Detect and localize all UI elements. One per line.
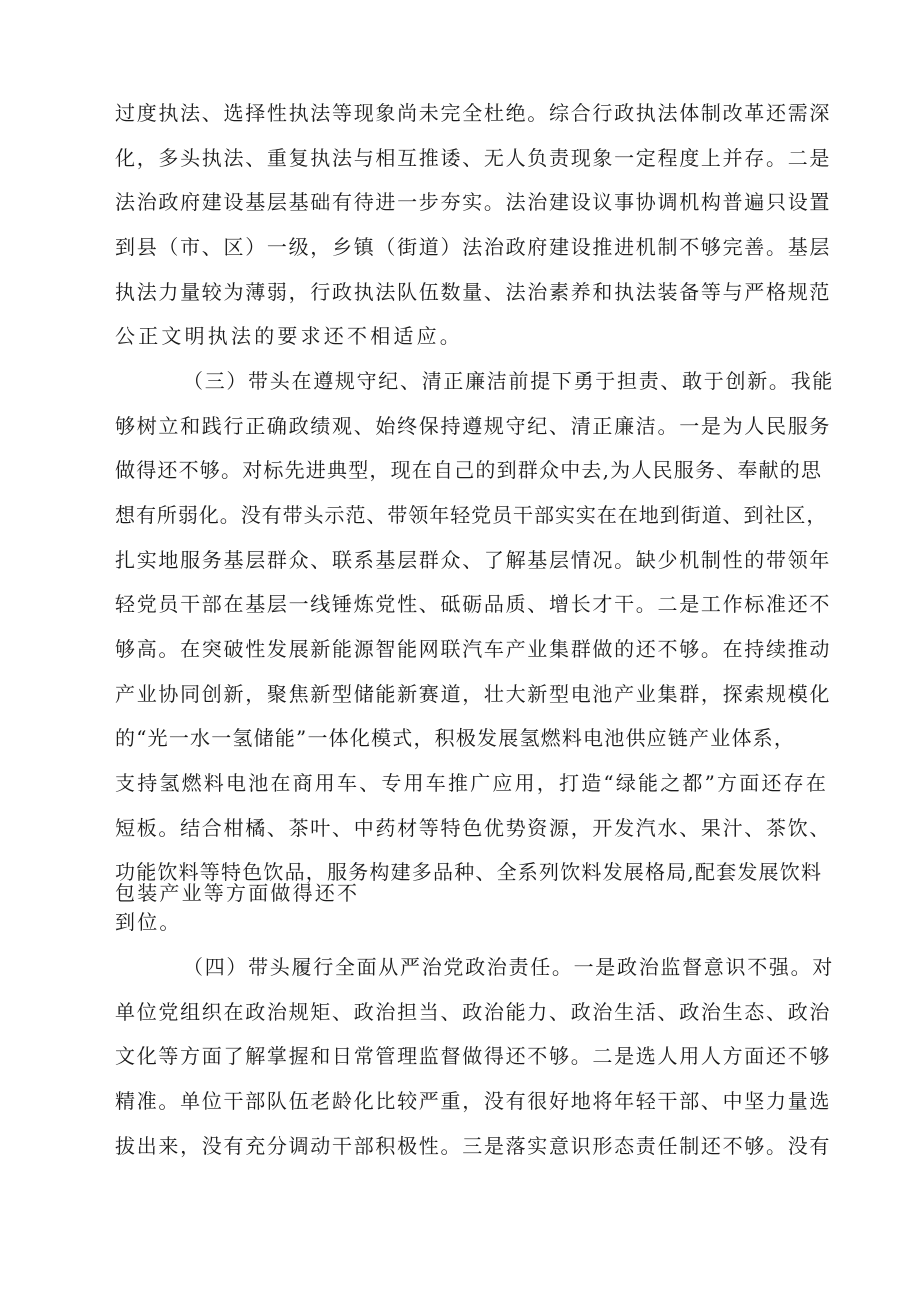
text-line: 法治政府建设基层基础有待进一步夯实。法治建设议事协调机构普遍只设置: [115, 190, 832, 214]
text-line: 到位。: [115, 910, 182, 934]
text-line: 够树立和践行正确政绩观、始终保持遵规守纪、清正廉洁。一是为人民服务: [115, 414, 832, 438]
text-line: 做得还不够。对标先进典型，现在自己的到群众中去,为人民服务、奉献的思: [115, 458, 823, 482]
text-line: 功能饮料等特色饮品，服务构建多品种、全系列饮料发展格局,配套发展饮料: [115, 860, 823, 884]
text-line: 文化等方面了解掌握和日常管理监督做得还不够。二是选人用人方面还不够: [115, 1044, 832, 1068]
text-line: 轻党员干部在基层一线锤炼党性、砥砺品质、增长才干。二是工作标准还不: [115, 592, 832, 616]
text-line: 扎实地服务基层群众、联系基层群众、了解基层情况。缺少机制性的带领年: [115, 548, 832, 572]
text-line: 精准。单位干部队伍老龄化比较严重，没有很好地将年轻干部、中坚力量选: [115, 1089, 832, 1113]
text-line: 过度执法、选择性执法等现象尚未完全杜绝。综合行政执法体制改革还需深: [115, 101, 832, 125]
text-line: 短板。结合柑橘、茶叶、中药材等特色优势资源，开发汽水、果汁、茶饮、: [115, 816, 832, 840]
text-line: 产业协同创新，聚焦新型储能新赛道，壮大新型电池产业集群，探索规模化: [115, 682, 832, 706]
text-line: 执法力量较为薄弱，行政执法队伍数量、法治素养和执法装备等与严格规范: [115, 280, 832, 304]
text-line: 化，多头执法、重复执法与相互推诿、无人负责现象一定程度上并存。二是: [115, 146, 832, 170]
text-line: 公正文明执法的要求还不相适应。: [115, 324, 463, 348]
paragraph-heading-3: （三）带头在遵规守纪、清正廉洁前提下勇于担责、敢于创新。我能: [183, 369, 834, 393]
text-line: 想有所弱化。没有带头示范、带领年轻党员干部实实在在地到街道、到社区，: [115, 503, 828, 527]
text-line: 拔出来，没有充分调动干部积极性。三是落实意识形态责任制还不够。没有: [115, 1134, 832, 1158]
text-line: 到县（市、区）一级，乡镇（街道）法治政府建设推进机制不够完善。基层: [115, 235, 832, 259]
text-line: 单位党组织在政治规矩、政治担当、政治能力、政治生活、政治生态、政治: [115, 1000, 832, 1024]
text-line: 够高。在突破性发展新能源智能网联汽车产业集群做的还不够。在持续推动: [115, 637, 832, 661]
text-line: 包装产业等方面做得还不: [115, 881, 360, 905]
text-line: 支持氢燃料电池在商用车、专用车推广应用，打造“绿能之都”方面还存在: [115, 771, 829, 795]
paragraph-heading-4: （四）带头履行全面从严治党政治责任。一是政治监督意识不强。对: [183, 955, 834, 979]
text-line: 的“光一水一氢储能”一体化模式，积极发展氢燃料电池供应链产业体系，: [115, 726, 796, 750]
